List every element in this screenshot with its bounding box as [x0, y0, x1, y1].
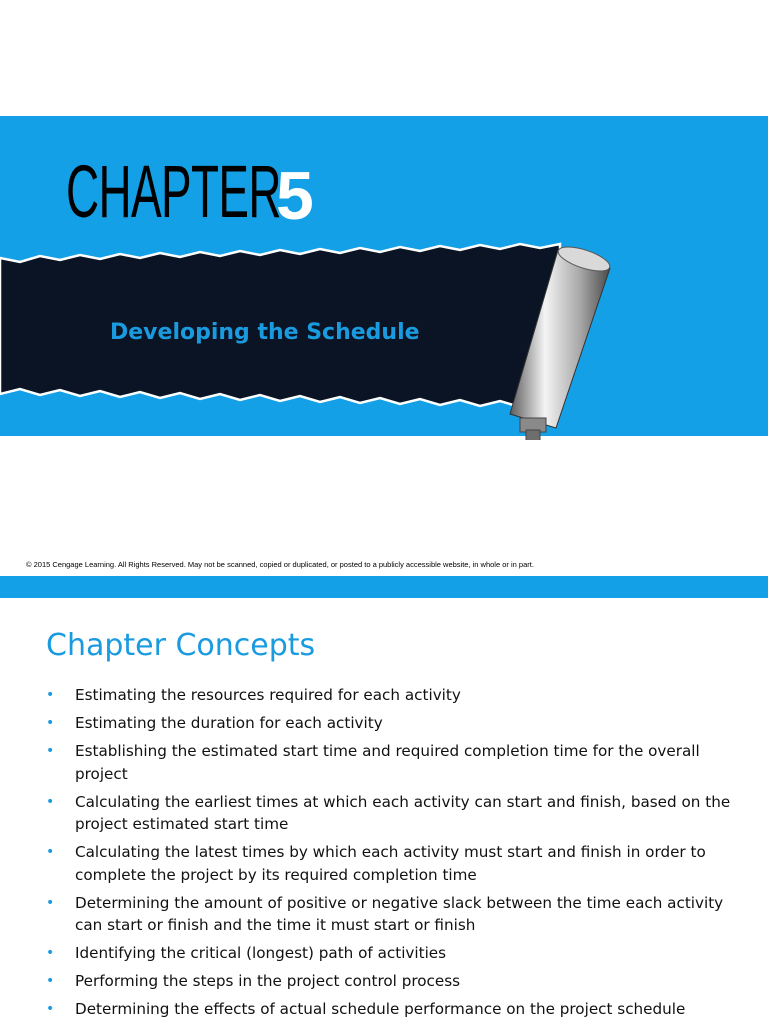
scroll-roll-tip [526, 430, 540, 440]
bullet-icon: • [46, 945, 55, 961]
bullet-icon: • [46, 793, 55, 810]
bullet-icon: • [46, 687, 55, 703]
chapter-number: 5 [276, 158, 314, 234]
list-item: • Calculating the latest times by which each activity must start and finish in order to complete the project by its required completion time [46, 843, 706, 884]
list-item: • Performing the steps in the project control process [46, 970, 736, 993]
bullet-icon: • [46, 973, 55, 989]
list-item: • Establishing the estimated start time and required completion time for the overall project [46, 742, 700, 783]
slide-divider-bar [0, 576, 768, 598]
bullet-icon: • [46, 1001, 55, 1017]
bullet-icon: • [46, 743, 55, 759]
slide-subtitle: Developing the Schedule [110, 320, 420, 345]
copyright-notice: © 2015 Cengage Learning. All Rights Reserved. May not be scanned, copied or duplicated, or posted to a publicly accessible website, in whole or in part. [26, 560, 534, 569]
list-item: • Determining the amount of positive or negative slack between the time each activity can start or finish and the time it must start or finish [46, 893, 724, 934]
list-item: • Identifying the critical (longest) path of activities [46, 942, 736, 965]
bullet-icon: • [46, 894, 55, 911]
list-item: • Determining the effects of actual schedule performance on the project schedule [46, 998, 736, 1021]
concept-list [46, 684, 736, 1026]
concepts-slide [0, 598, 768, 1024]
bullet-icon: • [46, 844, 55, 860]
chapter-word: CHAPTER [66, 150, 281, 233]
list-item: • Estimating the resources required for each activity [46, 684, 736, 707]
list-item: • Estimating the duration for each activity [46, 712, 736, 735]
concepts-title: Chapter Concepts [46, 628, 316, 663]
bullet-icon: • [46, 715, 55, 731]
list-item: • Calculating the earliest times at which each activity can start and finish, based on the project estimated start time [46, 792, 731, 833]
